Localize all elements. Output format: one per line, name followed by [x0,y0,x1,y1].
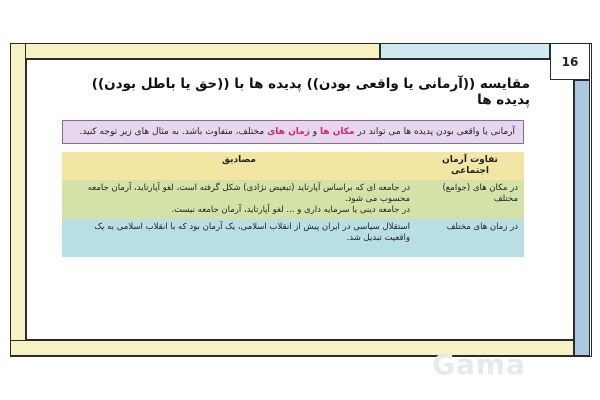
comparison-table [62,152,524,257]
slide-title: مقایسه ((آرمانی یا واقعی بودن)) پدیده ها با ((حق یا باطل بودن)) پدیده ها [91,76,530,108]
intro-before: آرمانی یا واقعی بودن پدیده ها می تواند در [354,127,515,137]
top-cyan-band [380,43,550,59]
row-concept-places: در مکان های (جوامع) مختلف [416,180,524,219]
intro-highlight-places: مکان ها [319,127,355,137]
top-yellow-band [10,43,380,59]
header-concept: تفاوت آرمان اجتماعی [416,152,524,180]
table-row [62,219,524,257]
example-item: در جامعه ای که براساس آپارتاید (تبعیض نژادی) شکل گرفته است، لغو آپارتاید، آرمان جامعه محسوب می شود. [87,183,410,204]
left-yellow-band [10,43,26,356]
table-row [62,180,524,219]
row-concept-times: در زمان های مختلف [416,219,524,257]
row-examples-times [62,219,416,257]
right-blue-band [574,80,590,356]
intro-middle: و [309,127,320,137]
example-item: در جامعه دینی یا سرمایه داری و ... لغو آپارتاید، آرمان جامعه نیست. [171,205,410,215]
intro-highlight-times: زمان های [267,127,310,137]
intro-after: مختلف، متفاوت باشد. به مثال های زیر توجه کنید. [79,127,268,137]
table-header-row [62,152,524,180]
row-examples-places [62,180,416,219]
header-examples: مصادیق [62,152,416,180]
intro-text [62,120,524,144]
watermark-logo: Gama [432,348,526,381]
page-number: 16 [550,43,590,80]
example-item: استقلال سیاسی در ایران پیش از انقلاب اسلامی، یک آرمان بود که با انقلاب اسلامی به یک واقعیت تبدیل شد. [94,222,410,243]
